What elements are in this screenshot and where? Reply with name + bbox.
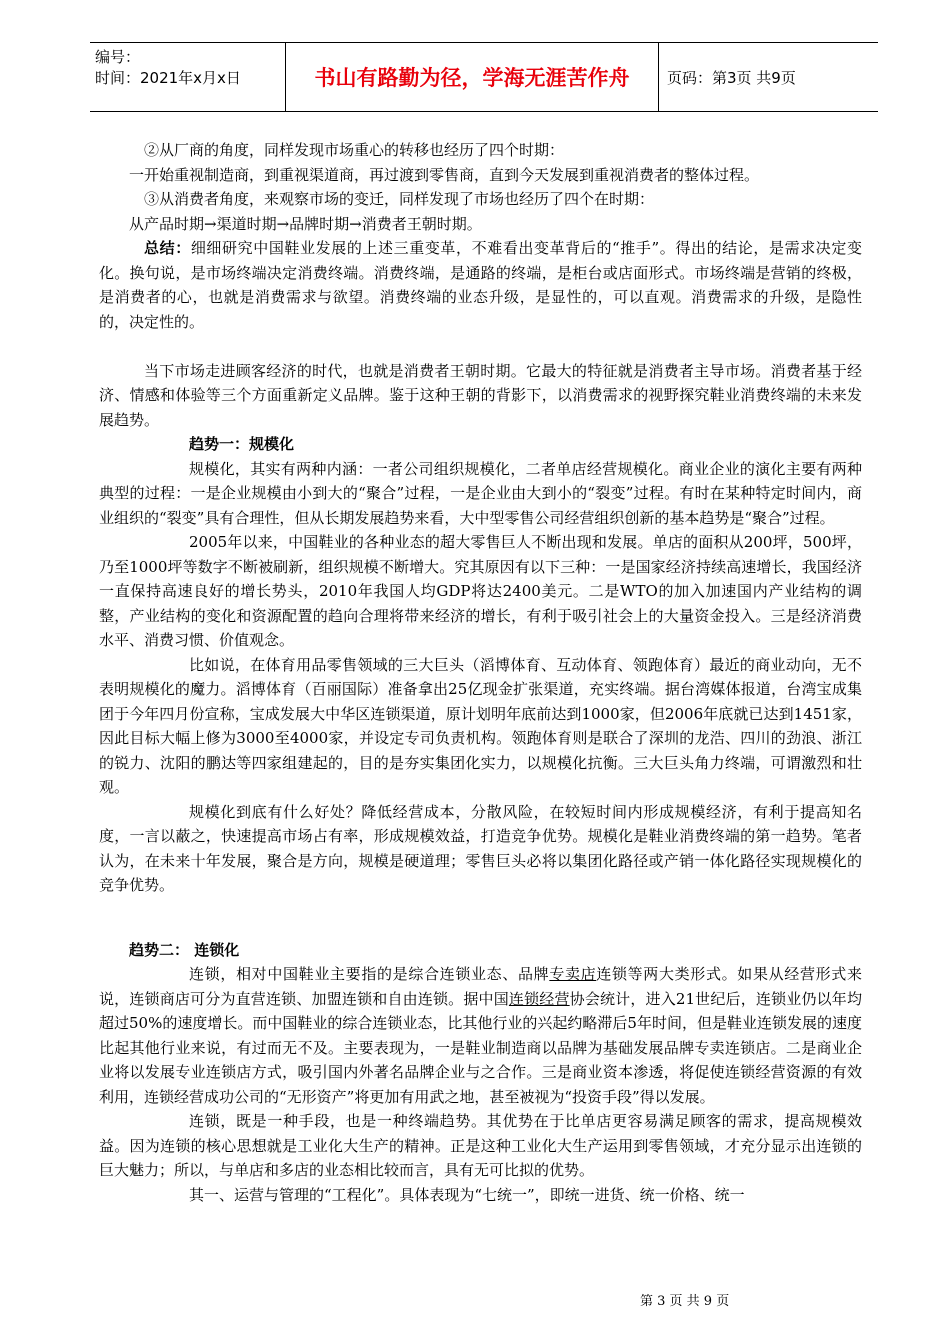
paragraph: 规模化到底有什么好处？降低经营成本，分散风险，在较短时间内形成规模经济，有利于提高知名度，一言以蔽之，快速提高市场占有率，形成规模效益，打造竞争优势。规模化是鞋业消费终端的第一趋势。笔者认为，在未来十年发展，聚合是方向，规模是硬道理；零售巨头必将以集团化路径或产销一体化路径实现规模化的竞争优势。: [99, 802, 862, 894]
paragraph: 连锁，相对中国鞋业主要指的是综合连锁业态、品牌专卖店连锁等两大类形式。如果从经营形式来说，连锁商店可分为直营连锁、加盟连锁和自由连锁。据中国连锁经营协会统计，进入21世纪后，连锁业仍以年均超过50%的速度增长。而中国鞋业的综合连锁业态，比其他行业的兴起约略滞后5年时间，但是鞋业连锁发展的速度比起其他行业来说，有过而无不及。主要表现为，一是鞋业制造商以品牌为基础发展品牌专卖连锁店。二是商业企业将以发展专业连锁店方式，吸引国内外著名品牌企业与之合作。三是商业资本渗透，将促使连锁经营资源的有效利用，连锁经营成功公司的“无形资产”将更加有用武之地，甚至被视为“投资手段”得以发展。: [99, 965, 862, 1106]
document-number-label: 编号：: [95, 48, 141, 66]
link-franchise-store[interactable]: 专卖店: [549, 965, 597, 983]
paragraph: ③从消费者角度，来观察市场的变迁，同样发现了市场也经历了四个在时期：: [144, 190, 655, 208]
page-header: [90, 42, 878, 112]
document-time-label: 时间：2021年x月x日: [95, 69, 241, 87]
paragraph: 2005年以来，中国鞋业的各种业态的超大零售巨人不断出现和发展。单店的面积从200坪，500坪，乃至1000坪等数字不断被刷新，组织规模不断增大。究其原因有以下三种：一是国家经济持续高速增长，我国经济一直保持高速良好的增长势头，2010年我国人均GDP将达2400美元。二是WTO的加入加速国内产业结构的调整，产业结构的变化和资源配置的趋向合理将带来经济的增长，有利于吸引社会上的大量资金投入。三是经济消费水平、消费习惯、价值观念。: [99, 533, 862, 649]
paragraph: 规模化，其实有两种内涵：一者公司组织规模化，二者单店经营规模化。商业企业的演化主要有两种典型的过程：一是企业规模由小到大的“聚合”过程，一是企业由大到小的“裂变”过程。有时在某种特定时间内，商业组织的“裂变”具有合理性，但从长期发展趋势来看，大中型零售公司经营组织创新的基本趋势是“聚合”过程。: [99, 459, 862, 527]
summary-label: 总结：: [144, 239, 191, 257]
link-chain-operation[interactable]: 连锁经营: [508, 989, 570, 1008]
summary-paragraph: [99, 236, 862, 334]
header-motto: 书山有路勤为径，学海无涯苦作舟: [286, 43, 659, 111]
paragraph: 其一、运营与管理的“工程化”。具体表现为“七统一”，即统一进货、统一价格、统一: [189, 1185, 745, 1204]
header-meta: [90, 43, 286, 111]
trend-two-heading: 趋势二： 连锁化: [129, 940, 240, 959]
paragraph: 从产品时期→渠道时期→品牌时期→消费者王朝时期。: [129, 214, 482, 233]
paragraph: 连锁，既是一种手段，也是一种终端趋势。其优势在于比单店更容易满足顾客的需求，提高规模效益。因为连锁的核心思想就是工业化大生产的精神。正是这种工业化大生产运用到零售领域，才充分显示出连锁的巨大魅力；所以，与单店和多店的业态相比较而言，具有无可比拟的优势。: [99, 1112, 862, 1179]
paragraph: 比如说，在体育用品零售领域的三大巨头（滔博体育、互动体育、领跑体育）最近的商业动向，无不表明规模化的魔力。滔博体育（百丽国际）准备拿出25亿现金扩张渠道，充实终端。据台湾媒体报道，台湾宝成集团于今年四月份宣称，宝成发展大中华区连锁渠道，原计划明年底前达到1000家，但2006年底就已达到1451家，因此目标大幅上修为3000至4000家，并设定专司负责机构。领跑体育则是联合了深圳的龙浩、四川的劲浪、浙江的锐力、沈阳的鹏达等四家组建起的，目的是夯实集团化实力，以规模化抗衡。三大巨头角力终端，可谓激烈和壮观。: [99, 655, 862, 796]
paragraph: 当下市场走进顾客经济的时代，也就是消费者王朝时期。它最大的特征就是消费者主导市场。消费者基于经济、情感和体验等三个方面重新定义品牌。鉴于这种王朝的背影下，以消费需求的视野探究鞋业消费终端的未来发展趋势。: [99, 361, 862, 429]
page-footer: 第 3 页 共 9 页: [640, 1294, 730, 1309]
paragraph: 一开始重视制造商，到重视渠道商，再过渡到零售商，直到今天发展到重视消费者的整体过程。: [129, 165, 760, 184]
paragraph: ②从厂商的角度，同样发现市场重心的转移也经历了四个时期：: [144, 141, 565, 159]
document-body: [99, 138, 862, 1207]
summary-text: 细细研究中国鞋业发展的上述三重变革，不难看出变革背后的“推手”。得出的结论，是需求决定变化。换句说，是市场终端决定消费终端。消费终端，是通路的终端，是柜台或店面形式。市场终端是营销的终极，是消费者的心，也就是消费需求与欲望。消费终端的业态升级，是显性的，可以直观。消费需求的升级，是隐性的，决定性的。: [99, 239, 862, 331]
trend-one-heading: 趋势一：规模化: [189, 435, 295, 453]
header-page-number: 页码：第3页 共9页: [667, 68, 796, 87]
